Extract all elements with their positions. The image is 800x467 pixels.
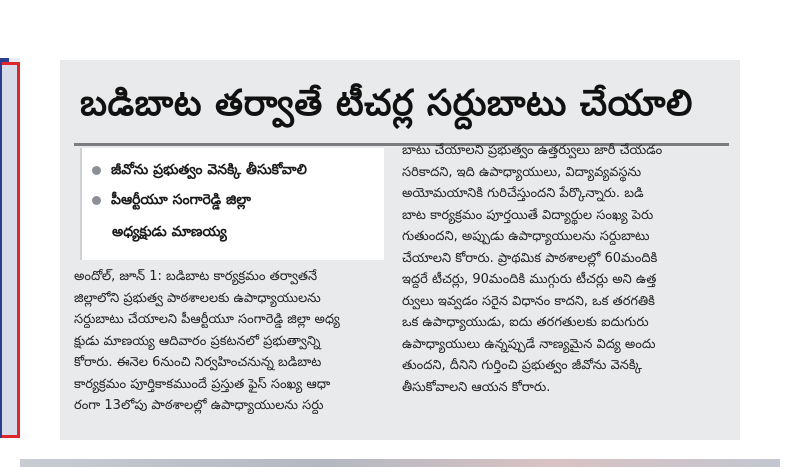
next-page-edge: [20, 459, 780, 467]
body-line: అందోల్‌, జూన్‌ 1: బడిబాట కార్యక్రమం తర్వాతనే: [74, 269, 318, 284]
body-line: ఒక ఉపాధ్యాయుడు, ఐదు తరగతులకు ఐదుగురు: [402, 315, 649, 330]
body-line: ఉపాధ్యాయులు ఉన్నప్పుడే నాణ్యమైన విద్య అందు: [402, 336, 656, 352]
body-line: తీసుకోవాలని ఆయన కోరారు.: [402, 379, 551, 395]
body-line: గుతుందని, అప్పుడు ఉపాధ్యాయులను సర్దుబాటు: [402, 229, 650, 244]
body-line: జిల్లాలోని ప్రభుత్వ పాఠశాలలకు ఉపాధ్యాయులను: [74, 290, 321, 306]
body-column-left: [74, 266, 394, 417]
highlight-text: పీఆర్టీయూ సంగారెడ్డి జిల్లా: [111, 192, 251, 208]
body-line: సర్దుబాటు చేయాలని పీఆర్టీయూ సంగారెడ్డి జిల్లా అధ్య: [74, 312, 340, 327]
adjacent-clipping-edge: [0, 58, 20, 438]
body-column-right: [402, 140, 732, 398]
body-line: కార్యక్రమం పూర్తికాకముందే ప్రస్తుత ఫైస్‌ సంఖ్య ఆధా: [74, 376, 331, 392]
highlight-text: జీవోను ప్రభుత్వం వెనక్కి తీసుకోవాలి: [111, 162, 307, 178]
highlight-item: [92, 162, 307, 181]
highlights-box: [80, 148, 384, 260]
bullet-icon: [92, 196, 101, 205]
body-line: తుందని, దీనిని గుర్తించి ప్రభుత్వం జీవోను వెనక్కి: [402, 358, 642, 373]
news-clipping: [60, 60, 740, 440]
headline: బడిబాట తర్వాతే టీచర్ల సర్దుబాటు చేయాలి: [80, 82, 693, 124]
body-line: కోరారు. ఈనెల 6నుంచి నిర్వహించనున్న బడిబాట: [74, 355, 322, 370]
body-line: బాటు చేయాలని ప్రభుత్వం ఉత్తర్వులు జారీ చేయడం: [402, 143, 663, 158]
highlight-text: అధ్యక్షుడు మాణయ్య: [112, 224, 227, 240]
body-line: అయోమయానికి గురిచేస్తుందని పేర్కొన్నారు. బడి: [402, 186, 644, 201]
body-line: ఇద్దరే టీచర్లు, 90మందికి ముగ్గురు టీచర్లు అని ఉత్త: [402, 272, 657, 287]
body-line: సరికాదని, ఇది ఉపాధ్యాయులు, విద్యావ్యవస్థను: [402, 164, 642, 180]
bullet-icon: [92, 166, 101, 175]
highlight-item: [112, 224, 227, 243]
body-line: బాట కార్యక్రమం పూర్తయితే విద్యార్థుల సంఖ్య పెరు: [402, 207, 654, 223]
highlight-item: [92, 192, 251, 211]
adjacent-red-frame: [2, 62, 20, 438]
body-line: క్షుడు మాణయ్య ఆదివారం ప్రకటనలో ప్రభుత్వాన్ని: [74, 333, 321, 349]
body-line: ర్వులు ఇవ్వడం సరైన విధానం కాదని, ఒక తరగతికి: [402, 293, 655, 309]
body-line: రంగా 13లోపు పాఠశాలల్లో ఉపాధ్యాయులను సర్దు: [74, 398, 324, 413]
body-line: చేయాలని కోరారు. ప్రాథమిక పాఠశాలల్లో 60మందికి: [402, 250, 658, 266]
